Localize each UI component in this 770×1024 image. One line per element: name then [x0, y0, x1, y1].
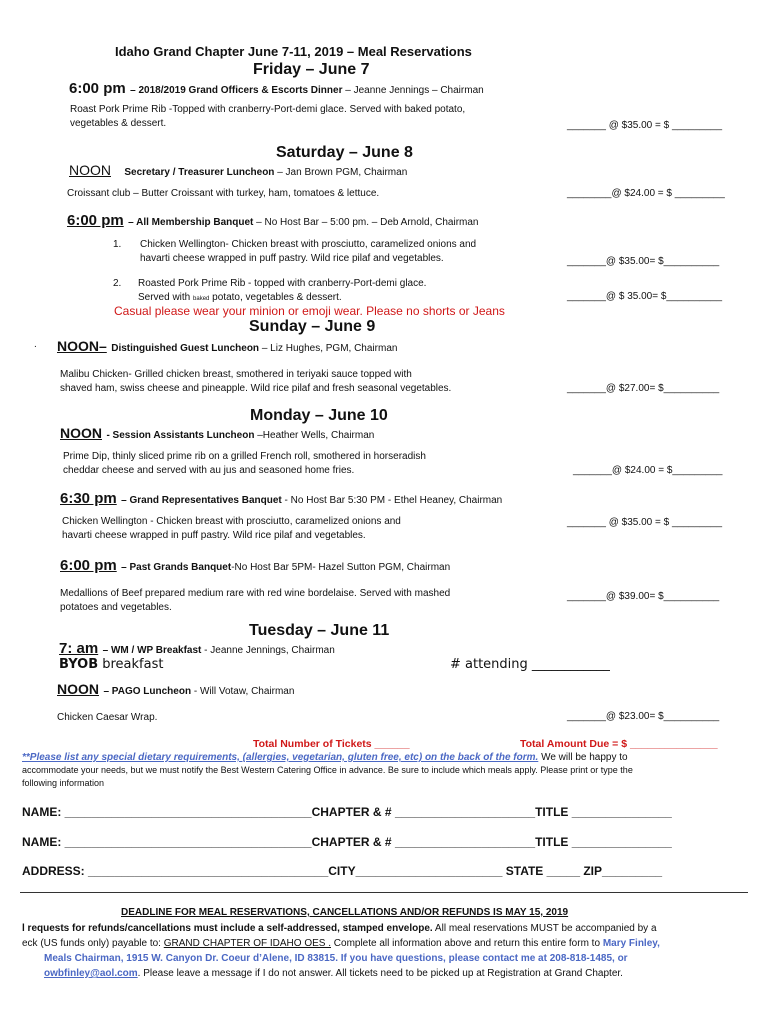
- meal-time: 6:30 pm: [60, 490, 117, 507]
- meal-event: – WM / WP Breakfast: [102, 645, 202, 656]
- price-line[interactable]: _______ @ $35.00 = $ _________: [567, 120, 723, 131]
- divider: [20, 892, 748, 893]
- dietary-notice: **Please list any special dietary requirements, (allergies, vegetarian, gluten free, etc) on the back of the form. We will be happy to accommodate your needs, but we must notify the Best Western Catering Office in advance. Be sure to include which meals apply. Please print or type the following information: [22, 752, 633, 788]
- meal-event: – 2018/2019 Grand Officers & Escorts Dinner: [130, 85, 343, 96]
- meal-event: – Past Grands Banquet: [121, 562, 232, 573]
- price-line[interactable]: _______ @ $35.00 = $ _________: [567, 517, 723, 528]
- meal-header-saturday-lunch: [69, 162, 407, 180]
- contact-info: Meals Chairman, 1915 W. Canyon Dr. Coeur d’Alene, ID 83815. If you have questions, please contact me at 208-818-1485, or: [44, 953, 628, 964]
- meal-host: – Liz Hughes, PGM, Chairman: [261, 343, 398, 354]
- meal-time: NOON: [60, 425, 102, 441]
- meal-description: Malibu Chicken- Grilled chicken breast, smothered in teriyaki sauce topped with shaved ham, swiss cheese and pineapple. Wild rice pilaf and fresh seasonal vegetables.: [60, 369, 452, 394]
- page-title: Idaho Grand Chapter June 7-11, 2019 – Meal Reservations: [115, 44, 472, 59]
- price-line[interactable]: _______@ $24.00 = $_________: [573, 465, 723, 476]
- meal-event: - Session Assistants Luncheon: [106, 430, 255, 441]
- meal-host: –Heather Wells, Chairman: [257, 430, 375, 441]
- meal-header-tuesday-breakfast: [59, 640, 335, 658]
- meal-event: – PAGO Luncheon: [103, 686, 192, 697]
- byob-note: BYOB breakfast: [59, 657, 164, 672]
- day-heading-saturday: Saturday – June 8: [276, 144, 413, 161]
- day-heading-friday: Friday – June 7: [253, 61, 370, 78]
- meal-host: - Will Votaw, Chairman: [193, 686, 295, 697]
- meal-time: 7: am: [59, 640, 99, 657]
- meal-description: Chicken Wellington- Chicken breast with prosciutto, caramelized onions and havarti cheese wrapped in puff pastry. Wild rice pilaf and vegetables.: [140, 239, 477, 264]
- meal-time: 6:00 pm: [67, 212, 124, 229]
- meal-event: – Grand Representatives Banquet: [121, 495, 282, 506]
- meal-header-sunday-lunch: [57, 338, 397, 356]
- meal-description: Chicken Wellington - Chicken breast with prosciutto, caramelized onions and havarti cheese wrapped in puff pastry. Wild rice pilaf and vegetables.: [62, 516, 401, 541]
- contact-email-line: owbfinley@aol.com. Please leave a message if I do not answer. All tickets need to be picked up at Registration at Grand Chapter.: [44, 968, 623, 979]
- meal-header-monday-reps: [60, 490, 502, 508]
- meal-event: Distinguished Guest Luncheon: [111, 343, 260, 354]
- name-field-1[interactable]: NAME: _____________________________________CHAPTER & # _____________________TITLE _______________: [22, 805, 672, 819]
- meal-header-monday-lunch: [60, 425, 374, 443]
- option-number: 2.: [113, 278, 122, 289]
- price-line[interactable]: _______@ $27.00= $__________: [567, 383, 720, 394]
- meal-host: – Jeanne Jennings – Chairman: [345, 85, 484, 96]
- meal-host: – No Host Bar – 5:00 pm. – Deb Arnold, Chairman: [256, 217, 479, 228]
- meal-header-monday-past-grands: [60, 557, 450, 575]
- meal-host: – Jan Brown PGM, Chairman: [277, 167, 408, 178]
- margin-mark: .: [34, 339, 37, 350]
- meal-header-saturday-banquet: [67, 212, 479, 230]
- address-field[interactable]: ADDRESS: ____________________________________CITY______________________ STATE _____ ZIP_________: [22, 864, 663, 878]
- meal-time: NOON: [57, 681, 99, 697]
- price-line[interactable]: _______@ $ 35.00= $__________: [567, 291, 723, 302]
- name-field-2[interactable]: NAME: _____________________________________CHAPTER & # _____________________TITLE _______________: [22, 835, 672, 849]
- meal-event: Secretary / Treasurer Luncheon: [124, 167, 275, 178]
- price-line[interactable]: _______@ $35.00= $__________: [567, 256, 720, 267]
- option-number: 1.: [113, 239, 122, 250]
- meal-description: Prime Dip, thinly sliced prime rib on a grilled French roll, smothered in horseradish cheddar cheese and served with au jus and seasoned home fries.: [63, 451, 426, 476]
- price-line[interactable]: _______@ $39.00= $__________: [567, 591, 720, 602]
- meal-time: 6:00 pm: [60, 557, 117, 574]
- meal-description: Medallions of Beef prepared medium rare with red wine bordelaise. Served with mashed potatoes and vegetables.: [60, 588, 451, 613]
- price-line[interactable]: _______@ $23.00= $__________: [567, 711, 720, 722]
- day-heading-monday: Monday – June 10: [250, 407, 388, 424]
- meal-time: NOON: [69, 162, 111, 178]
- meal-description: Roasted Pork Prime Rib - topped with cranberry-Port-demi glace. Served with baked potato, vegetables & dessert.: [138, 278, 427, 303]
- deadline-heading: DEADLINE FOR MEAL RESERVATIONS, CANCELLATIONS AND/OR REFUNDS IS MAY 15, 2019: [121, 907, 569, 918]
- meal-time: 6:00 pm: [69, 80, 126, 97]
- meal-description: Chicken Caesar Wrap.: [57, 712, 158, 723]
- meal-header-friday-dinner: [69, 80, 484, 98]
- email-link[interactable]: owbfinley@aol.com: [44, 968, 138, 979]
- total-amount-field[interactable]: Total Amount Due = $ _______________: [520, 738, 718, 750]
- meal-host: - Jeanne Jennings, Chairman: [204, 645, 335, 656]
- total-tickets-field[interactable]: Total Number of Tickets ______: [253, 738, 410, 750]
- day-heading-sunday: Sunday – June 9: [249, 318, 376, 335]
- meal-time: NOON–: [57, 338, 107, 354]
- refund-policy: l requests for refunds/cancellations must include a self-addressed, stamped envelope. All meal reservations MUST be accompanied by a eck (US funds only) payable to: GRAND CHAPTER OF IDAHO OES . Complete all information above and return this entire form to Mary Finley,: [22, 923, 660, 949]
- meal-description: Croissant club – Butter Croissant with turkey, ham, tomatoes & lettuce.: [67, 188, 380, 199]
- meal-header-tuesday-pago: [57, 681, 294, 699]
- meal-event: – All Membership Banquet: [128, 217, 254, 228]
- meal-host: - No Host Bar 5:30 PM - Ethel Heaney, Chairman: [284, 495, 503, 506]
- dress-code-note: Casual please wear your minion or emoji wear. Please no shorts or Jeans: [114, 304, 505, 318]
- meal-description: Roast Pork Prime Rib -Topped with cranberry-Port-demi glace. Served with baked potato, vegetables & dessert.: [70, 104, 466, 129]
- meal-host: -No Host Bar 5PM- Hazel Sutton PGM, Chairman: [231, 562, 451, 573]
- price-line[interactable]: ________@ $24.00 = $ _________: [567, 188, 725, 199]
- day-heading-tuesday: Tuesday – June 11: [249, 622, 390, 639]
- attending-count-field[interactable]: # attending ____________: [450, 657, 610, 672]
